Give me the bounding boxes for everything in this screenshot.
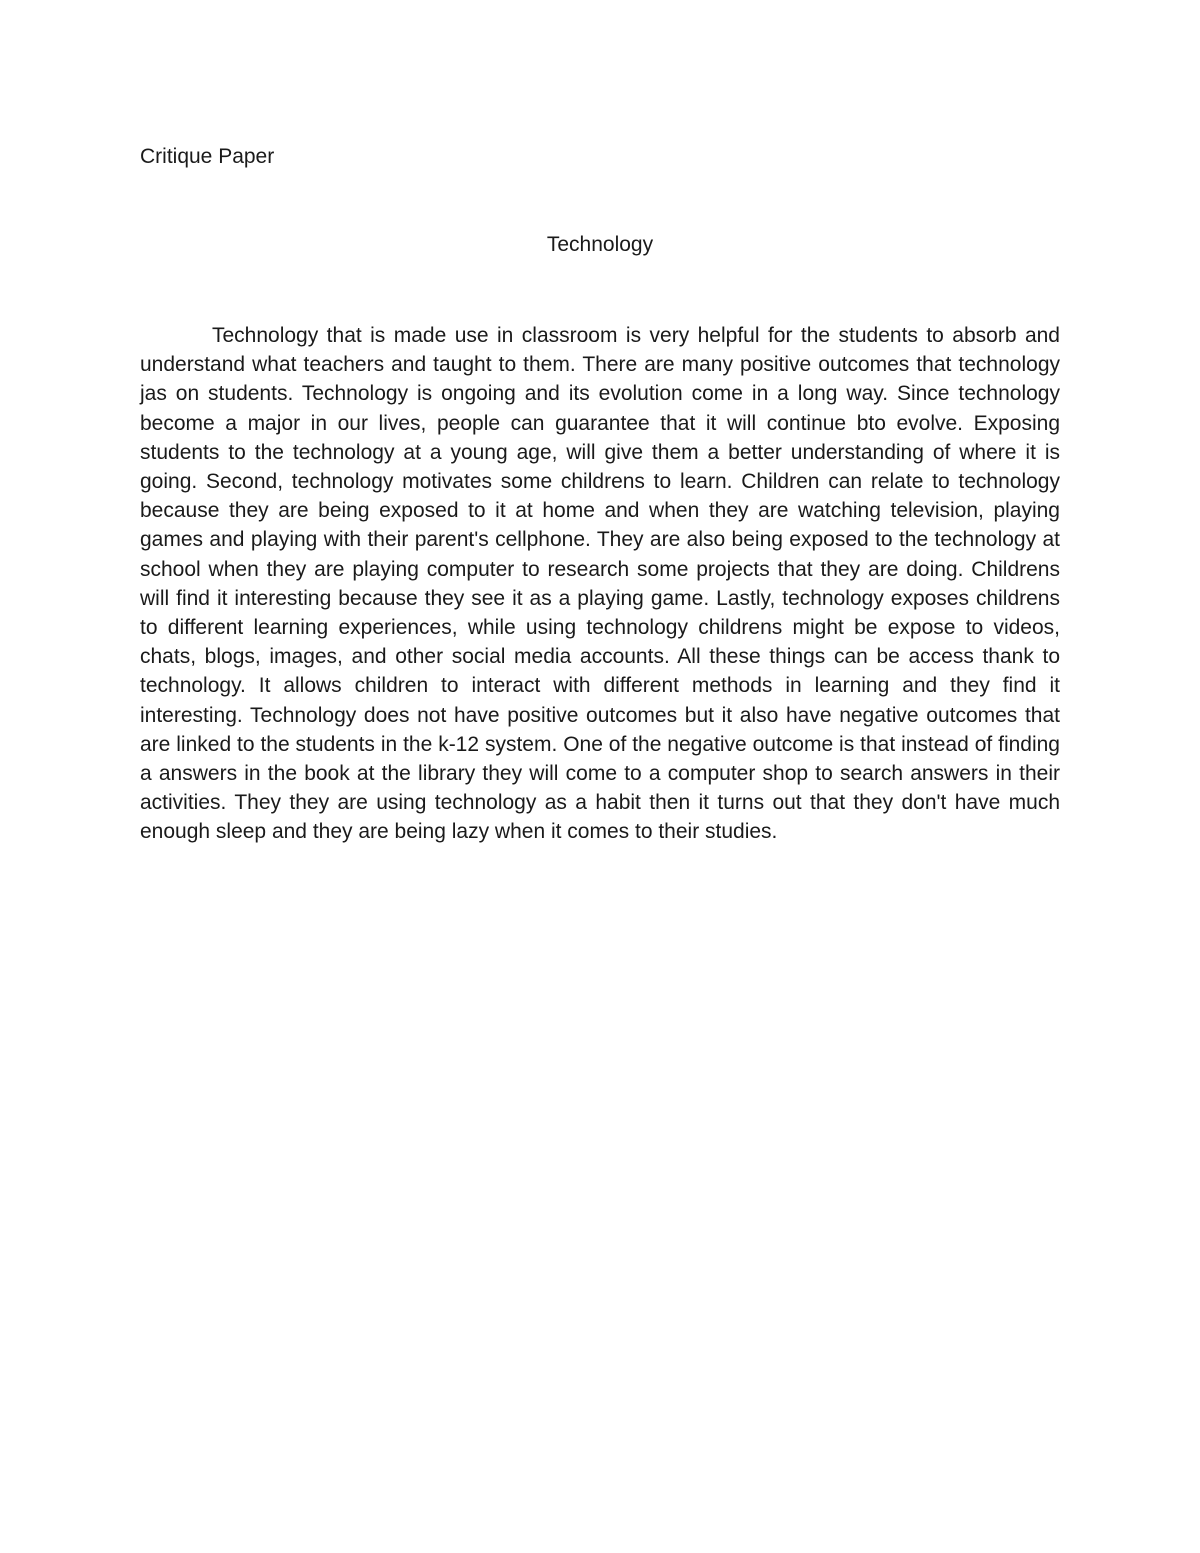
body-paragraph: Technology that is made use in classroom is very helpful for the students to absorb and understand what teachers and taught to them. There are many positive outcomes that technology jas on students. Technology is ongoing and its evolution come in a long way. Since technology become a major in our lives, people can guarantee that it will continue bto evolve. Exposing students to the technology at a young age, will give them a better understanding of where it is going. Second, technology motivates some childrens to learn. Children can relate to technology because they are being exposed to it at home and when they are watching television, playing games and playing with their parent's cellphone. They are also being exposed to the technology at school when they are playing computer to research some projects that they are doing. Childrens will find it interesting because they see it as a playing game. Lastly, technology exposes childrens to different learning experiences, while using technology childrens might be expose to videos, chats, blogs, images, and other social media accounts. All these things can be access thank to technology. It allows children to interact with different methods in learning and they find it interesting. Technology does not have positive outcomes but it also have negative outcomes that are linked to the students in the k-12 system. One of the negative outcome is that instead of finding a answers in the book at the library they will come to a computer shop to search answers in their activities. They they are using technology as a habit then it turns out that they don't have much enough sleep and they are being lazy when it comes to their studies. [140, 324, 1060, 844]
document-label: Critique Paper [140, 145, 275, 168]
document-title: Technology [546, 233, 654, 256]
